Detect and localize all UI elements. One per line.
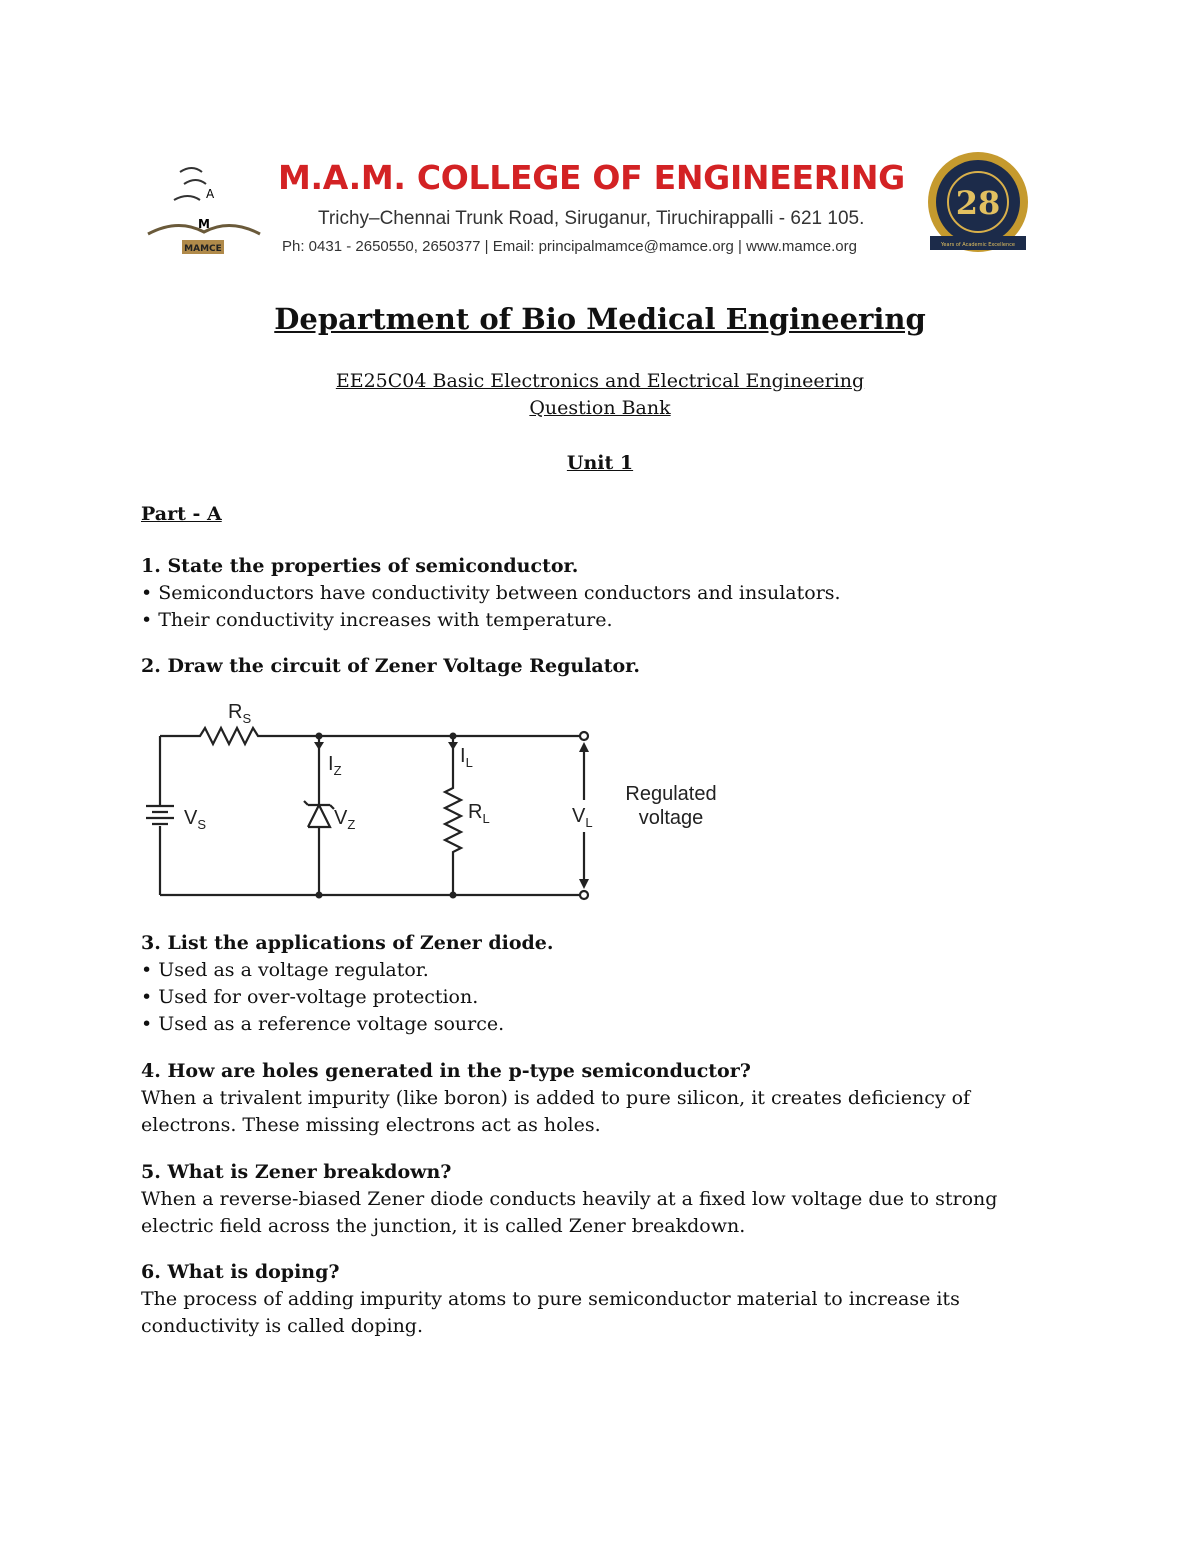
regulated-label-line1: Regulated [625,783,717,805]
college-address: Trichy–Chennai Trunk Road, Siruganur, Tiruchirappalli - 621 105. [318,208,865,229]
answer-line: • Their conductivity increases with temperature. [141,609,613,631]
iz-label: $I_Z$ [328,753,342,778]
zener-regulator-circuit [138,690,738,910]
answer-line: • Semiconductors have conductivity between conductors and insulators. [141,582,841,604]
answer-text: The process of adding impurity atoms to pure semiconductor material to increase its conductivity is called doping. [141,1288,960,1337]
rl-label: $R_L$ [468,801,490,826]
question-2 [141,653,1071,680]
question-text: 1. State the properties of semiconductor. [141,555,579,577]
logo-tag: MAMCE [184,244,222,254]
document-subtitle: Question Bank [529,397,671,419]
answer-line: • Used as a voltage regulator. [141,959,429,981]
question-text: 2. Draw the circuit of Zener Voltage Regulator. [141,655,641,677]
logo-letter-a: A [206,187,215,201]
department-title: Department of Bio Medical Engineering [274,302,926,336]
il-label: $I_L$ [460,745,473,770]
college-logo [140,158,270,258]
regulated-label-line2: voltage [638,807,704,829]
question-text: 4. How are holes generated in the p-type semiconductor? [141,1060,751,1082]
college-header [140,148,1060,268]
question-1 [141,553,1071,634]
badge-ribbon: Years of Academic Excellence [941,242,1015,248]
college-contact: Ph: 0431 - 2650550, 2650377 | Email: principalmamce@mamce.org | www.mamce.org [282,238,857,255]
question-6 [141,1259,1071,1340]
part-heading: Part - A [141,503,222,525]
badge-number: 28 [955,184,1001,222]
vz-label: $V_Z$ [334,807,356,832]
question-text: 5. What is Zener breakdown? [141,1161,452,1183]
rs-label: $R_S$ [228,701,252,726]
question-3 [141,930,1071,1038]
vs-label: $V_S$ [184,807,207,832]
question-5 [141,1159,1071,1240]
vl-label: $V_L$ [572,805,593,830]
course-title: EE25C04 Basic Electronics and Electrical Engineering [335,370,865,392]
question-text: 3. List the applications of Zener diode. [141,932,554,954]
logo-letter-m: M [198,217,210,231]
college-name: M.A.M. COLLEGE OF ENGINEERING [278,158,905,197]
answer-line: • Used as a reference voltage source. [141,1013,505,1035]
answer-line: • Used for over-voltage protection. [141,986,479,1008]
question-4 [141,1058,1071,1139]
question-text: 6. What is doping? [141,1261,340,1283]
anniversary-badge [922,150,1034,262]
answer-text: When a trivalent impurity (like boron) is added to pure silicon, it creates deficiency of electrons. These missing electrons act as holes. [141,1087,971,1136]
unit-heading: Unit 1 [566,452,634,474]
answer-text: When a reverse-biased Zener diode conducts heavily at a fixed low voltage due to strong electric field across the junction, it is called Zener breakdown. [141,1188,998,1237]
